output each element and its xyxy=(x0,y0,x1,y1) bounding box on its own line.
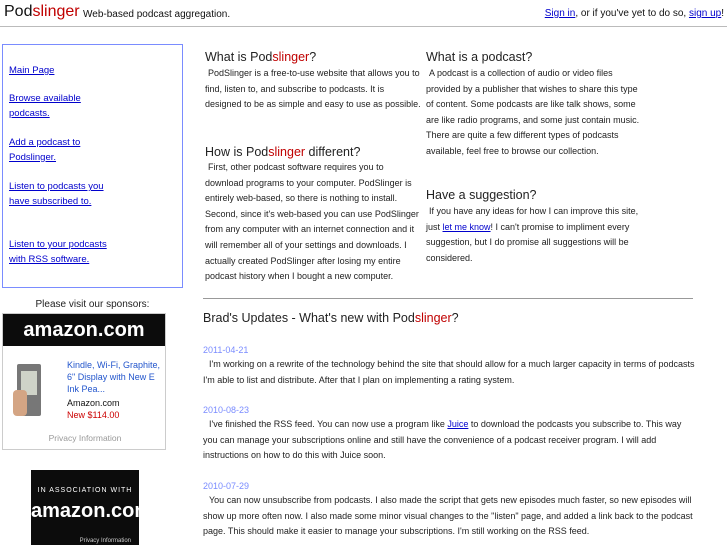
amazon-logo[interactable]: amazon.com xyxy=(3,314,165,346)
how-different-text: First, other podcast software requires you to download programs to your computer. PodSlinger is entirely web-based, so there is nothing to install. Second, since it's web-based you can use PodSlinger from any computer with an internet connection and it will remember all of your settings and downloads. I actually created PodSlinger after losing my entire podcast history when I bought a new computer. xyxy=(205,162,419,282)
suggestion-post: ! I can't promise to impliment every suggestion, but I do promise all suggestions will be considered. xyxy=(426,221,630,263)
suggestion-text xyxy=(426,204,643,266)
update-post: to download the podcasts you subscribe to. This way you can manage your subscriptions online and still have the convenience of a podcast receiver program. I will add instructions on how to do this with Juice soon. xyxy=(203,419,682,461)
sign-in-link[interactable]: Sign in xyxy=(544,8,576,19)
sponsors-label: Please visit our sponsors: xyxy=(35,299,150,310)
heading-suffix: different? xyxy=(305,145,361,159)
associate-amazon-logo: amazon.com. xyxy=(31,500,158,522)
sidebar-nav xyxy=(2,44,183,288)
what-is-podslinger-heading xyxy=(205,50,316,64)
update-text: You can now unsubscribe from podcasts. I also made the script that gets new episodes much faster, so new episodes will show up more often now. I also made some minor visual changes to the "listen" page, and added a link back to the podcast page. This should make it easier to manage your subscriptions. I'm still working on the RSS feed. xyxy=(203,495,693,537)
what-is-podcast-text: A podcast is a collection of audio or video files provided by a publisher that wishes to share this type of content. Some podcasts are like talk shows, some are like radio programs, and some just contain music. There are quite a few different types of podcasts available, feel free to browse our collection. xyxy=(426,68,640,156)
juice-link[interactable]: Juice xyxy=(447,419,469,429)
account-links xyxy=(545,8,724,19)
heading-accent: slinger xyxy=(414,311,452,325)
heading-suffix: ? xyxy=(309,50,317,64)
associate-privacy-link[interactable]: Privacy Information xyxy=(79,538,131,544)
site-tagline: Web-based podcast aggregation. xyxy=(83,9,231,20)
nav-main-page[interactable]: Main Page xyxy=(9,65,55,76)
heading-text: Brad's Updates - What's new with Pod xyxy=(203,311,415,325)
divider xyxy=(203,298,693,299)
site-header xyxy=(0,0,727,27)
heading-accent: slinger xyxy=(272,50,310,64)
what-is-podslinger-text: PodSlinger is a free-to-use website that allows you to find, listen to, and subscribe to podcasts. It is designed to be as simple and easy to use as possible. xyxy=(205,68,421,110)
updates-heading xyxy=(203,311,459,325)
signin-text: , or if you've yet to do so, xyxy=(575,8,689,19)
hand-image xyxy=(13,390,27,416)
nav-browse-podcasts[interactable]: Browse available podcasts. xyxy=(9,93,81,119)
nav-add-podcast[interactable]: Add a podcast to Podslinger. xyxy=(9,137,81,163)
logo-accent: slinger xyxy=(32,3,80,20)
update-text: I'm working on a rewrite of the technology behind the site that should allow for a much larger capacity in terms of podcasts I'm able to list and distribute. After that I plan on implementing a rating system. xyxy=(203,359,695,385)
suggestion-pre: If you have any ideas for how I can improve this site, just xyxy=(426,206,639,232)
what-is-podcast-heading: What is a podcast? xyxy=(426,50,533,64)
product-brand: Amazon.com xyxy=(67,398,120,408)
contact-link[interactable]: let me know xyxy=(442,221,491,232)
update-date: 2010-07-29 xyxy=(203,481,250,491)
sign-up-link[interactable]: sign up xyxy=(688,8,722,19)
heading-accent: slinger xyxy=(268,145,306,159)
heading-text: What is Pod xyxy=(205,50,273,64)
product-price: New $114.00 xyxy=(67,410,120,420)
update-pre: I've finished the RSS feed. You can now use a program like xyxy=(209,419,448,429)
site-logo[interactable] xyxy=(4,3,80,21)
heading-text: How is Pod xyxy=(205,145,269,159)
update-date: 2011-04-21 xyxy=(203,345,249,355)
how-different-heading xyxy=(205,145,360,159)
heading-suffix: ? xyxy=(451,311,459,325)
associate-label: IN ASSOCIATION WITH xyxy=(37,487,133,494)
privacy-link[interactable]: Privacy Information xyxy=(48,433,122,443)
logo-prefix: Pod xyxy=(4,3,33,20)
update-text xyxy=(203,417,698,464)
signup-end: ! xyxy=(721,8,724,19)
suggestion-heading: Have a suggestion? xyxy=(426,188,537,202)
amazon-associate-banner[interactable] xyxy=(31,470,158,545)
nav-listen-subscribed[interactable]: Listen to podcasts you have subscribed to. xyxy=(9,181,104,207)
amazon-ad[interactable] xyxy=(2,313,166,450)
update-date: 2010-08-23 xyxy=(203,405,250,415)
nav-listen-rss[interactable]: Listen to your podcasts with RSS software. xyxy=(9,239,107,265)
product-title-link[interactable]: Kindle, Wi-Fi, Graphite, 6" Display with New E Ink Pea... xyxy=(67,360,161,394)
